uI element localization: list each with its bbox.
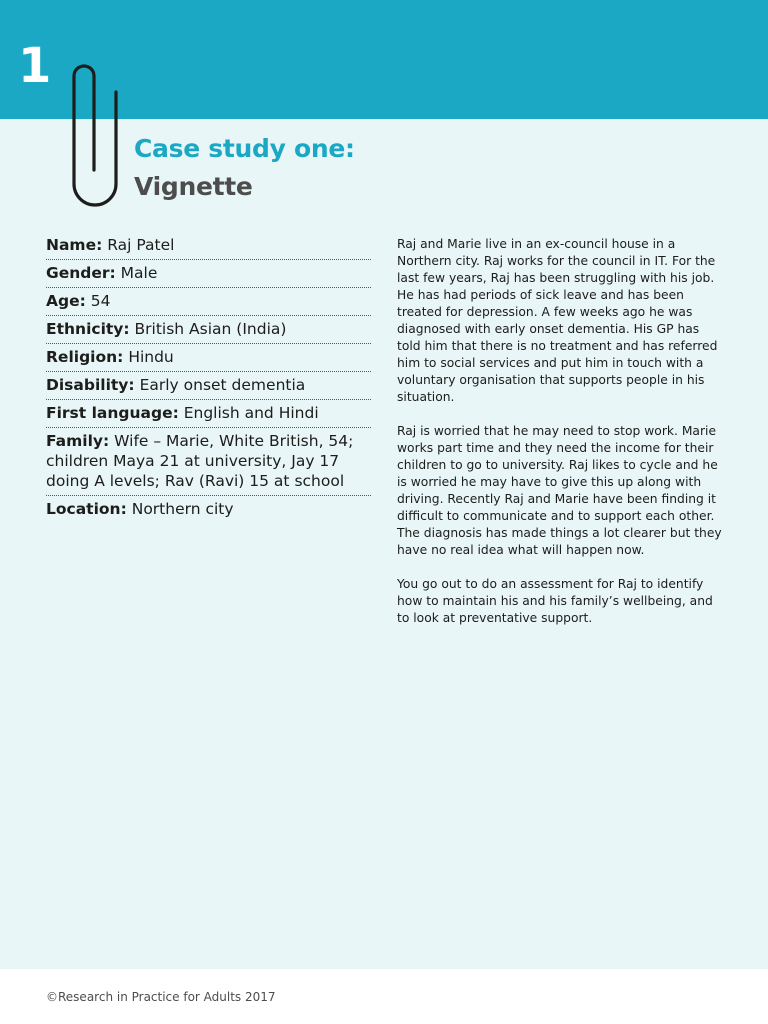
profile-value: Wife – Marie, White British, 54; children Maya 21 at university, Jay 17 doing A levels; Rav (Ravi) 15 at school xyxy=(46,432,354,490)
profile-label: Location: xyxy=(46,500,127,518)
profile-value: Raj Patel xyxy=(107,236,175,254)
profile-value: English and Hindi xyxy=(183,404,319,422)
profile-label: Gender: xyxy=(46,264,116,282)
profile-label: Disability: xyxy=(46,376,135,394)
case-study-heading: Case study one: xyxy=(134,134,355,163)
profile-row-gender xyxy=(46,260,371,288)
footer-copyright: ©Research in Practice for Adults 2017 xyxy=(46,990,276,1004)
profile-label: First language: xyxy=(46,404,179,422)
profile-row-family xyxy=(46,428,371,496)
profile-row-first-language xyxy=(46,400,371,428)
profile-row-age xyxy=(46,288,371,316)
paperclip-icon xyxy=(60,38,124,210)
narrative-paragraph: Raj and Marie live in an ex-council house in a Northern city. Raj works for the council in IT. For the last few years, Raj has been struggling with his job. He has had periods of sick leave and has been treated for depression. A few weeks ago he was diagnosed with early onset dementia. His GP has told him that there is no treatment and has referred him to social services and put him in touch with a voluntary organisation that supports people in his situation. xyxy=(397,237,718,404)
profile-row-disability xyxy=(46,372,371,400)
title-block xyxy=(134,130,355,206)
profile-label: Family: xyxy=(46,432,110,450)
profile-value: British Asian (India) xyxy=(134,320,287,338)
narrative-text xyxy=(397,236,722,644)
profile-row-religion xyxy=(46,344,371,372)
profile-label: Religion: xyxy=(46,348,124,366)
profile-row-location xyxy=(46,496,371,523)
vignette-heading: Vignette xyxy=(134,172,253,201)
profile-value: 54 xyxy=(90,292,111,310)
narrative-paragraph: You go out to do an assessment for Raj to identify how to maintain his and his family’s wellbeing, and to look at preventative support. xyxy=(397,577,713,625)
profile-value: Early onset dementia xyxy=(139,376,306,394)
page-number: 1 xyxy=(18,38,52,94)
profile-list xyxy=(46,232,371,523)
profile-value: Male xyxy=(120,264,158,282)
narrative-paragraph: Raj is worried that he may need to stop work. Marie works part time and they need the income for their children to go to university. Raj likes to cycle and he is worried he may have to give this up along with driving. Recently Raj and Marie have been finding it difficult to communicate and to support each other. The diagnosis has made things a lot clearer but they have no real idea what will happen now. xyxy=(397,424,722,557)
profile-label: Name: xyxy=(46,236,103,254)
profile-label: Age: xyxy=(46,292,86,310)
profile-row-ethnicity xyxy=(46,316,371,344)
profile-value: Northern city xyxy=(131,500,234,518)
profile-label: Ethnicity: xyxy=(46,320,130,338)
profile-row-name xyxy=(46,232,371,260)
profile-value: Hindu xyxy=(128,348,174,366)
